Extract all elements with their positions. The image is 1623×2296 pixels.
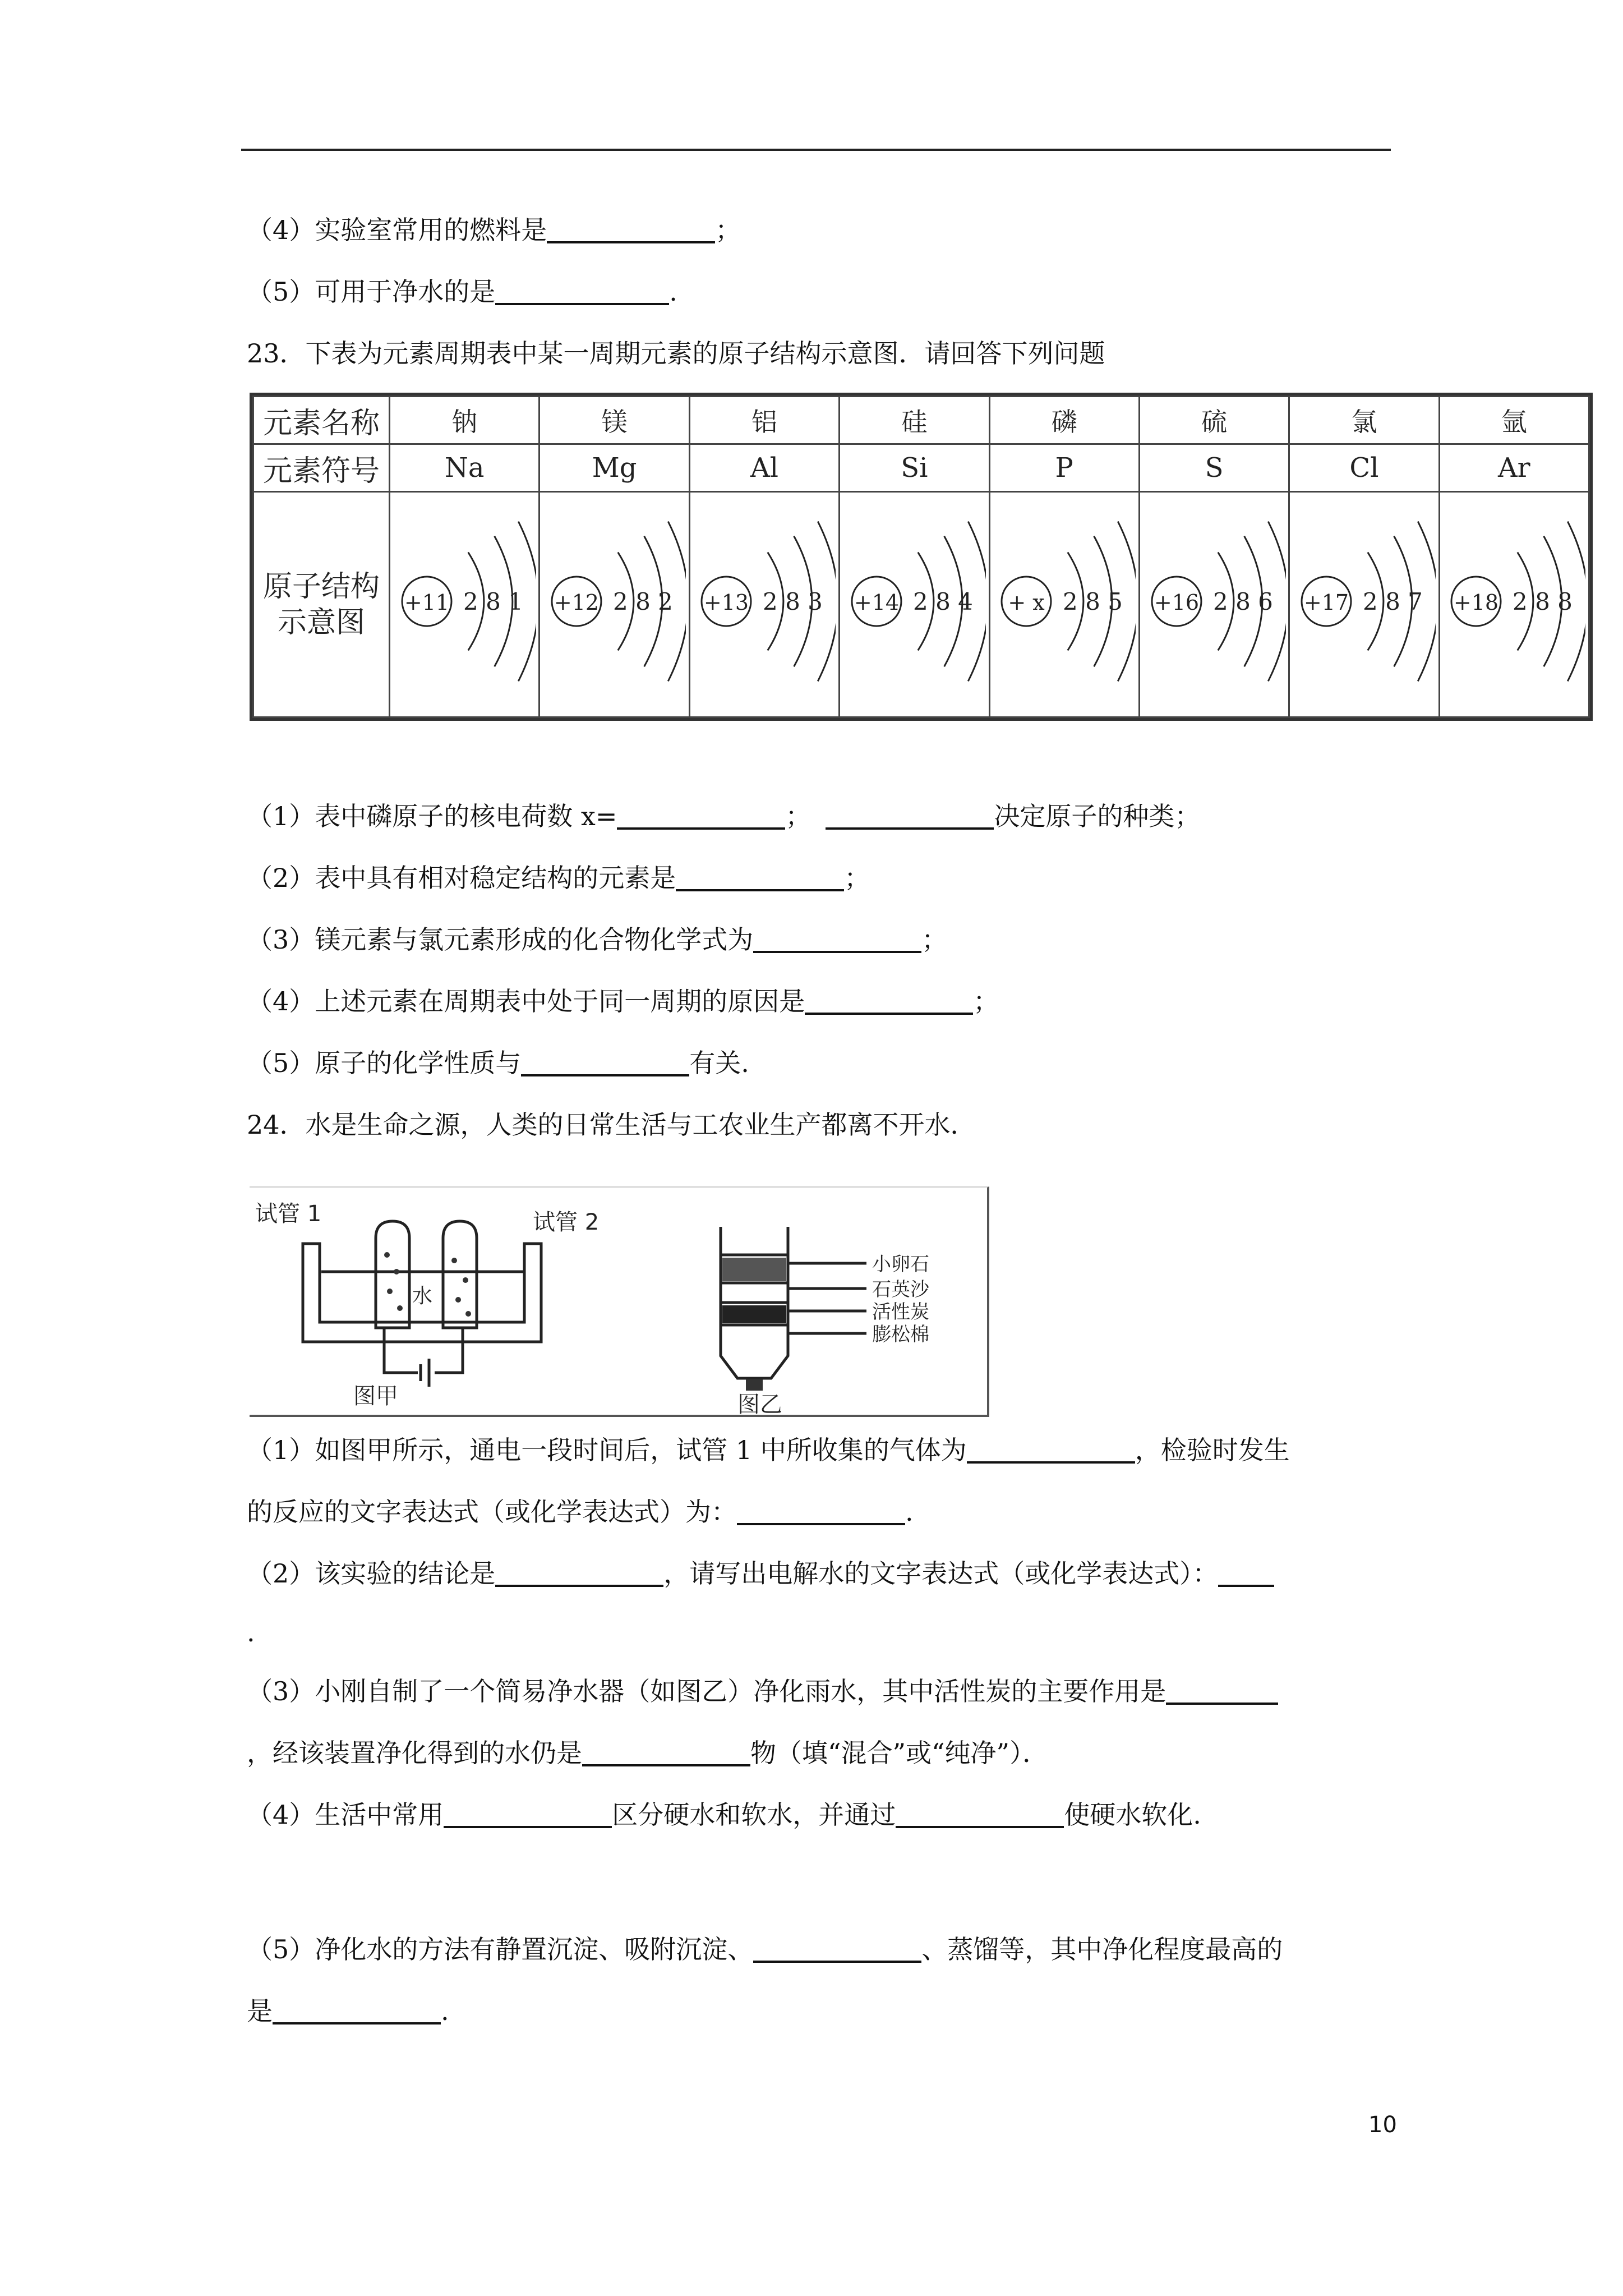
shell-electrons: 2 8 2 xyxy=(613,588,673,615)
q24-item5-line2: 是 . xyxy=(247,1996,449,2026)
atom-diagram xyxy=(540,492,689,717)
atom-structure-svg xyxy=(843,495,986,708)
row-element-names xyxy=(253,397,1589,444)
nucleus-charge: +12 xyxy=(554,590,600,615)
answer-blank[interactable] xyxy=(753,1936,921,1963)
answer-blank[interactable] xyxy=(273,1998,441,2024)
nucleus-charge: +14 xyxy=(854,590,899,615)
q23-item1: （1）表中磷原子的核电荷数 x= ； 决定原子的种类； xyxy=(247,801,1201,831)
element-symbol: S xyxy=(1139,444,1289,492)
q24-item4: （4）生活中常用 区分硬水和软水，并通过 使硬水软化. xyxy=(247,1800,1201,1830)
answer-blank[interactable] xyxy=(676,864,844,891)
shell-electrons: 2 8 4 xyxy=(912,588,973,615)
element-symbol: Si xyxy=(840,444,989,492)
answer-blank[interactable] xyxy=(495,1560,663,1587)
answer-blank[interactable] xyxy=(753,926,921,953)
answer-blank[interactable] xyxy=(737,1498,905,1525)
q23-item4: （4）上述元素在周期表中处于同一周期的原因是 ； xyxy=(247,986,999,1016)
atom-diagram xyxy=(1439,492,1589,717)
row-atomic-structure xyxy=(253,492,1589,717)
tube1-label: 试管 1 xyxy=(255,1201,322,1227)
layer-label: 小卵石 xyxy=(872,1253,929,1276)
fig-b-label: 图乙 xyxy=(737,1392,782,1415)
element-symbol: Al xyxy=(689,444,839,492)
element-name: 铝 xyxy=(689,397,839,444)
element-name: 硅 xyxy=(840,397,989,444)
answer-blank[interactable] xyxy=(826,803,994,830)
row-header: 元素符号 xyxy=(253,444,390,492)
q24-item3-line2: ，经该装置净化得到的水仍是 物（填“混合”或“纯净”）． xyxy=(247,1738,1049,1768)
q24-item1-line1: （1）如图甲所示，通电一段时间后，试管 1 中所收集的气体为 ，检验时发生 xyxy=(247,1435,1290,1465)
q23-item5: （5）原子的化学性质与 有关. xyxy=(247,1048,749,1078)
atom-diagram xyxy=(989,492,1139,717)
shell-electrons: 2 8 7 xyxy=(1362,588,1423,615)
layer-label: 膨松棉 xyxy=(872,1323,929,1346)
element-name: 钠 xyxy=(390,397,540,444)
q24-item3-line1: （3）小刚自制了一个简易净水器（如图乙）净化雨水，其中活性炭的主要作用是 xyxy=(247,1674,1278,1708)
element-symbol: Ar xyxy=(1439,444,1589,492)
element-symbol: Cl xyxy=(1289,444,1439,492)
answer-blank[interactable] xyxy=(805,988,973,1015)
q24-item2-line2: . xyxy=(247,1617,255,1648)
nucleus-charge: +17 xyxy=(1303,590,1349,615)
layer-label: 活性炭 xyxy=(872,1301,929,1323)
atom-diagram xyxy=(1139,492,1289,717)
shell-electrons: 2 8 8 xyxy=(1513,588,1573,615)
element-name: 磷 xyxy=(989,397,1139,444)
answer-blank[interactable] xyxy=(495,278,669,305)
atom-diagram xyxy=(840,492,989,717)
answer-blank[interactable] xyxy=(967,1437,1135,1464)
answer-blank[interactable] xyxy=(547,217,715,243)
element-symbol: Na xyxy=(390,444,540,492)
atom-structure-svg xyxy=(693,495,836,708)
atom-structure-svg xyxy=(993,495,1136,708)
answer-blank[interactable] xyxy=(896,1801,1064,1828)
element-name: 镁 xyxy=(540,397,689,444)
nucleus-charge: +11 xyxy=(404,590,449,615)
atom-diagram xyxy=(390,492,540,717)
q24-item2-line1: （2）该实验的结论是 ，请写出电解水的文字表达式（或化学表达式）： xyxy=(247,1557,1274,1590)
shell-electrons: 2 8 6 xyxy=(1212,588,1273,615)
shell-electrons: 2 8 3 xyxy=(763,588,823,615)
element-symbol: P xyxy=(989,444,1139,492)
row-header: 元素名称 xyxy=(253,397,390,444)
atom-diagram xyxy=(689,492,839,717)
fig-a-label: 图甲 xyxy=(353,1383,398,1409)
atom-structure-svg xyxy=(1442,495,1585,708)
answer-blank[interactable] xyxy=(582,1740,750,1766)
page-number: 10 xyxy=(1368,2112,1397,2138)
water-label: 水 xyxy=(412,1285,433,1308)
atom-structure-svg xyxy=(1143,495,1286,708)
answer-blank[interactable] xyxy=(617,803,785,830)
q22-item5: （5）可用于净水的是 . xyxy=(247,277,677,307)
layer-label: 石英沙 xyxy=(872,1278,929,1301)
nucleus-charge: + x xyxy=(1008,590,1045,615)
element-symbol: Mg xyxy=(540,444,689,492)
element-name: 氩 xyxy=(1439,397,1589,444)
nucleus-charge: +13 xyxy=(704,590,749,615)
water-experiment-figures xyxy=(250,1188,987,1415)
q23-item2: （2）表中具有相对稳定结构的元素是 ； xyxy=(247,863,870,893)
header-rule xyxy=(241,149,1391,151)
q24-item5-line1: （5）净化水的方法有静置沉淀、吸附沉淀、 、蒸馏等，其中净化程度最高的 xyxy=(247,1934,1283,1964)
q23-stem: 23．下表为元素周期表中某一周期元素的原子结构示意图．请回答下列问题 xyxy=(247,338,1105,369)
shell-electrons: 2 8 5 xyxy=(1063,588,1123,615)
shell-electrons: 2 8 1 xyxy=(463,588,523,615)
answer-blank[interactable] xyxy=(1218,1560,1274,1587)
q24-stem: 24．水是生命之源，人类的日常生活与工农业生产都离不开水． xyxy=(247,1110,976,1140)
tube2-label: 试管 2 xyxy=(533,1209,600,1235)
nucleus-charge: +16 xyxy=(1154,590,1199,615)
row-element-symbols xyxy=(253,444,1589,492)
atom-structure-svg xyxy=(1293,495,1436,708)
answer-blank[interactable] xyxy=(521,1050,689,1076)
periodic-table xyxy=(250,393,1593,721)
atom-structure-svg xyxy=(543,495,686,708)
element-name: 硫 xyxy=(1139,397,1289,444)
q22-item4: （4）实验室常用的燃料是 ； xyxy=(247,215,741,245)
element-name: 氯 xyxy=(1289,397,1439,444)
nucleus-charge: +18 xyxy=(1454,590,1499,615)
q24-item1-line2: 的反应的文字表达式（或化学表达式）为： . xyxy=(247,1497,914,1527)
q23-item3: （3）镁元素与氯元素形成的化合物化学式为 ； xyxy=(247,924,948,955)
atom-structure-svg xyxy=(393,495,536,708)
figures-panel xyxy=(250,1186,989,1417)
row-header: 原子结构 示意图 xyxy=(253,492,390,717)
atom-diagram xyxy=(1289,492,1439,717)
answer-blank[interactable] xyxy=(1166,1678,1278,1705)
answer-blank[interactable] xyxy=(444,1801,612,1828)
